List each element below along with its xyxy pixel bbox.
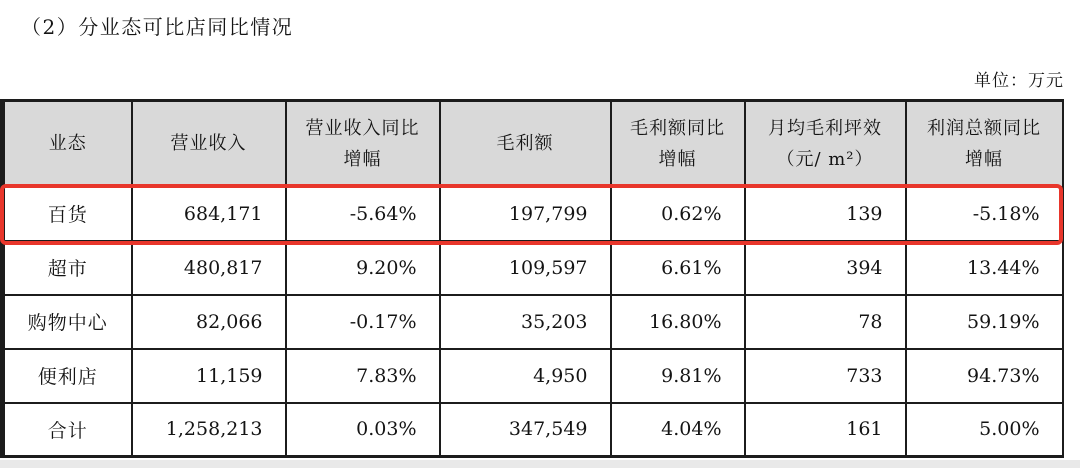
cell-monthly-gross-per-sqm: 733 [745,349,906,403]
cell-monthly-gross-per-sqm: 161 [745,403,906,457]
table-row-超市 [3,241,1063,295]
cell-gross-profit: 35,203 [440,295,611,349]
cell-operating-revenue-yoy: 7.83% [286,349,440,403]
cell-total-profit-yoy: 13.44% [906,241,1063,295]
unit-label: 单位：万元 [974,71,1064,91]
cell-monthly-gross-per-sqm: 394 [745,241,906,295]
cell-operating-revenue: 1,258,213 [132,403,286,457]
cell-gross-profit: 347,549 [440,403,611,457]
cell-gross-profit: 109,597 [440,241,611,295]
table-row-百货 [3,187,1063,241]
cell-operating-revenue-yoy: -5.64% [286,187,440,241]
column-header-gross-profit: 毛利额 [440,101,611,187]
cell-gross-profit-yoy: 4.04% [611,403,745,457]
comparable-store-table [0,99,1064,458]
column-header-operating-revenue: 营业收入 [132,101,286,187]
cell-monthly-gross-per-sqm: 139 [745,187,906,241]
table-row-购物中心 [3,295,1063,349]
table-row-便利店 [3,349,1063,403]
table-header [3,101,1063,187]
cell-operating-revenue-yoy: -0.17% [286,295,440,349]
bottom-strip [0,460,1080,468]
cell-business-type: 百货 [3,187,132,241]
comparable-store-table-wrap [0,99,1064,458]
cell-operating-revenue: 684,171 [132,187,286,241]
column-header-monthly-gross-per-sqm: 月均毛利坪效 （元/ m²） [745,101,906,187]
column-header-business-type: 业态 [3,101,132,187]
cell-gross-profit-yoy: 9.81% [611,349,745,403]
column-header-total-profit-yoy: 利润总额同比 增幅 [906,101,1063,187]
cell-gross-profit-yoy: 0.62% [611,187,745,241]
cell-operating-revenue-yoy: 9.20% [286,241,440,295]
cell-operating-revenue: 480,817 [132,241,286,295]
cell-total-profit-yoy: -5.18% [906,187,1063,241]
cell-total-profit-yoy: 59.19% [906,295,1063,349]
cell-operating-revenue-yoy: 0.03% [286,403,440,457]
cell-business-type: 超市 [3,241,132,295]
cell-gross-profit-yoy: 16.80% [611,295,745,349]
cell-business-type: 便利店 [3,349,132,403]
section-title: （2）分业态可比店同比情况 [21,15,294,39]
cell-operating-revenue: 11,159 [132,349,286,403]
column-header-gross-profit-yoy: 毛利额同比 增幅 [611,101,745,187]
cell-gross-profit-yoy: 6.61% [611,241,745,295]
table-row-合计 [3,403,1063,457]
cell-business-type: 购物中心 [3,295,132,349]
cell-monthly-gross-per-sqm: 78 [745,295,906,349]
cell-operating-revenue: 82,066 [132,295,286,349]
cell-gross-profit: 197,799 [440,187,611,241]
column-header-operating-revenue-yoy: 营业收入同比 增幅 [286,101,440,187]
table-body [3,187,1063,457]
cell-business-type: 合计 [3,403,132,457]
cell-total-profit-yoy: 94.73% [906,349,1063,403]
cell-gross-profit: 4,950 [440,349,611,403]
header-row [3,101,1063,187]
cell-total-profit-yoy: 5.00% [906,403,1063,457]
